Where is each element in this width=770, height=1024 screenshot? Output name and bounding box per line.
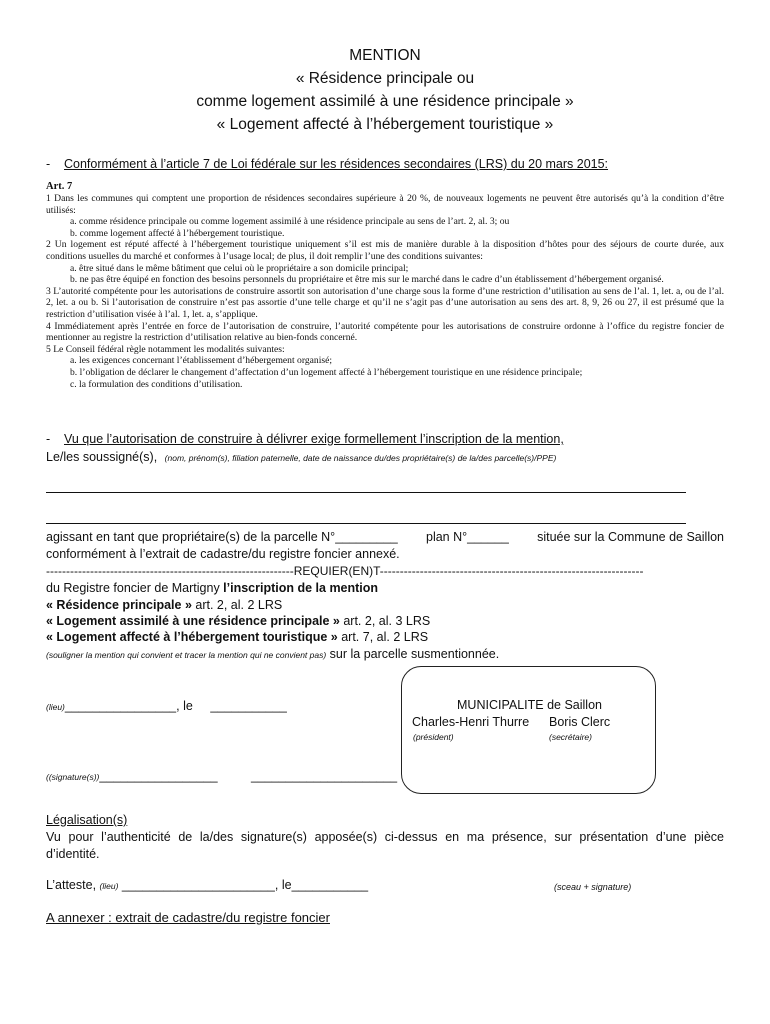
attest-date-label: , le: [274, 878, 292, 892]
article-paragraph-5: 5 Le Conseil fédéral règle notamment les modalités suivantes:: [46, 343, 285, 355]
section-heading-authorisation: [46, 432, 564, 446]
article-item-2b: b. ne pas être équipé en fonction des besoins personnels du propriétaire et être mis sur le marché dans le cadre d’un établissement d’hébergement organisé.: [70, 274, 664, 286]
seal-signature-hint: (sceau + signature): [554, 882, 632, 892]
president-role: (président): [413, 732, 454, 742]
mention-option-1[interactable]: [46, 598, 282, 612]
request-word: REQUIER(EN)T: [293, 564, 380, 578]
article-heading: Art. 7: [46, 181, 73, 192]
secretary-role: (secrétaire): [549, 732, 592, 742]
request-dashes-right: ------------------------------------------------------------------: [379, 564, 644, 578]
registry-line: [46, 581, 378, 595]
title-line-1: MENTION: [349, 47, 421, 64]
signature-field-1[interactable]: _________________: [99, 769, 218, 783]
signature-field-2[interactable]: _____________________: [251, 769, 398, 783]
mention-reference: art. 7, al. 2 LRS: [337, 630, 429, 644]
mention-label: « Résidence principale »: [46, 598, 192, 612]
article-paragraph-2: 2 Un logement est réputé affecté à l’hébergement touristique uniquement s’il est mis de manière durable à la disposition d’hôtes pour des séjours de courte durée, aux conditions usuelles du marché et conformes à l’usage local; de plus, il doit remplir l’une des conditions suivantes:: [46, 239, 724, 262]
signatories-fill-line-1[interactable]: [46, 492, 686, 493]
president-name: Charles-Henri Thurre: [412, 715, 530, 729]
instruction-line: [46, 647, 499, 661]
article-item-2a: a. être situé dans le même bâtiment que celui où le propriétaire a son domicile principal;: [70, 262, 409, 274]
owner-text-1: agissant en tant que propriétaire(s) de la parcelle N°: [46, 530, 336, 544]
section-heading-text: Vu que l’autorisation de construire à délivrer exige formellement l’inscription de la mention,: [64, 432, 564, 446]
plan-number-field[interactable]: ______: [467, 530, 509, 544]
attest-label: L’atteste,: [46, 878, 97, 892]
parcel-number-field[interactable]: _________: [335, 530, 398, 544]
mention-reference: art. 2, al. 3 LRS: [339, 614, 431, 628]
place-date-line: [46, 699, 287, 713]
date-field[interactable]: ___________: [210, 699, 287, 713]
signature-line: [46, 769, 397, 783]
municipality-title: MUNICIPALITE de Saillon: [457, 698, 602, 712]
signatories-label: Le/les soussigné(s),: [46, 450, 158, 464]
article-paragraph-1: 1 Dans les communes qui comptent une proportion de résidences secondaires supérieure à 20 %, de nouveaux logements ne peuvent être autorisés qu’à la condition d’être utilisés:: [46, 193, 724, 216]
attest-date-field[interactable]: ___________: [291, 878, 369, 892]
legalisation-heading: Légalisation(s): [46, 813, 128, 827]
mention-option-3[interactable]: [46, 630, 428, 644]
instruction-hint: (souligner la mention qui convient et tracer la mention qui ne convient pas): [46, 650, 327, 660]
section-dash: -: [46, 432, 51, 446]
mention-label: « Logement assimilé à une résidence principale »: [46, 614, 340, 628]
signature-label: ((signature(s)): [46, 772, 100, 782]
article-item-1a: a. comme résidence principale ou comme logement assimilé à une résidence principale au sens de l’art. 2, al. 3; ou: [70, 216, 510, 228]
registry-prefix: du Registre foncier de Martigny: [46, 581, 224, 595]
legalisation-text-2: d’identité.: [46, 847, 100, 861]
article-paragraph-4: 4 Immédiatement après l’entrée en force de l’autorisation de construire, l’autorité compétente pour les autorisations de construire ordonne à l’office du registre foncier de mentionner au registre la restriction d’utilisation relative au bien-fonds concerné.: [46, 320, 724, 344]
signatories-fill-line-2[interactable]: [46, 523, 686, 524]
article-7-text: [46, 180, 724, 390]
title-line-2: « Résidence principale ou: [295, 70, 475, 87]
request-dashes-left: --------------------------------------------------------------: [46, 564, 294, 578]
section-heading-article: [46, 157, 608, 171]
place-field[interactable]: ________________: [64, 699, 177, 713]
registry-bold: l’inscription de la mention: [223, 581, 379, 595]
attest-line: [46, 878, 368, 892]
mention-label: « Logement affecté à l’hébergement touristique »: [46, 630, 338, 644]
document-title: [0, 44, 770, 136]
article-item-5c: c. la formulation des conditions d’utilisation.: [70, 378, 243, 390]
title-line-3: comme logement assimilé à une résidence principale »: [196, 93, 574, 110]
owner-line: [46, 530, 724, 544]
annex-note: A annexer : extrait de cadastre/du registre foncier: [46, 910, 330, 925]
instruction-rest: sur la parcelle susmentionnée.: [326, 647, 500, 661]
secretary-name: Boris Clerc: [549, 715, 611, 729]
attest-place-label: (lieu): [99, 881, 119, 891]
mention-reference: art. 2, al. 2 LRS: [191, 598, 283, 612]
signatories-line: [46, 450, 556, 464]
owner-line-2: conformément à l’extrait de cadastre/du registre foncier annexé.: [46, 547, 400, 561]
place-label: (lieu): [46, 702, 65, 712]
owner-text-2: plan N°: [426, 530, 468, 544]
signatories-hint: (nom, prénom(s), filiation paternelle, date de naissance du/des propriétaire(s) de la/des parcelle(s)/PPE): [164, 453, 557, 463]
article-item-5a: a. les exigences concernant l’établissement d’hébergement organisé;: [70, 355, 333, 367]
section-dash: -: [46, 157, 51, 171]
date-label: , le: [176, 699, 193, 713]
owner-text-3: située sur la Commune de Saillon: [537, 530, 724, 544]
municipality-box: [401, 666, 656, 794]
title-line-4: « Logement affecté à l’hébergement touristique »: [216, 116, 554, 133]
request-line: [46, 564, 724, 578]
mention-option-2[interactable]: [46, 614, 430, 628]
article-item-5b: b. l’obligation de déclarer le changement d’affectation d’un logement affecté à l’hébergement touristique en une résidence principale;: [70, 366, 583, 378]
article-item-1b: b. comme logement affecté à l’hébergement touristique.: [70, 227, 285, 239]
attest-place-field[interactable]: ______________________: [121, 878, 275, 892]
section-heading-text: Conformément à l’article 7 de Loi fédérale sur les résidences secondaires (LRS) du 20 mars 2015:: [64, 157, 609, 171]
legalisation-text-1: Vu pour l’authenticité de la/des signature(s) apposée(s) ci-dessus en ma présence, sur présentation d’une pièce: [46, 830, 724, 844]
article-paragraph-3: 3 L’autorité compétente pour les autorisations de construire assortit son autorisation d’une charge sous la forme d’une restriction d’utilisation au sens de l’al. 1, let. a, ou de l’al. 2, let. a ou b. Si l’autorisation de construire n’est pas assortie d’une telle charge et qu’il ne s’agit pas d’une autorisation au sens des art. 8, 9, 26 ou 27, il est présumé que la restriction d’utilisation visée à l’al. 1, let. a, s’applique.: [46, 285, 724, 320]
